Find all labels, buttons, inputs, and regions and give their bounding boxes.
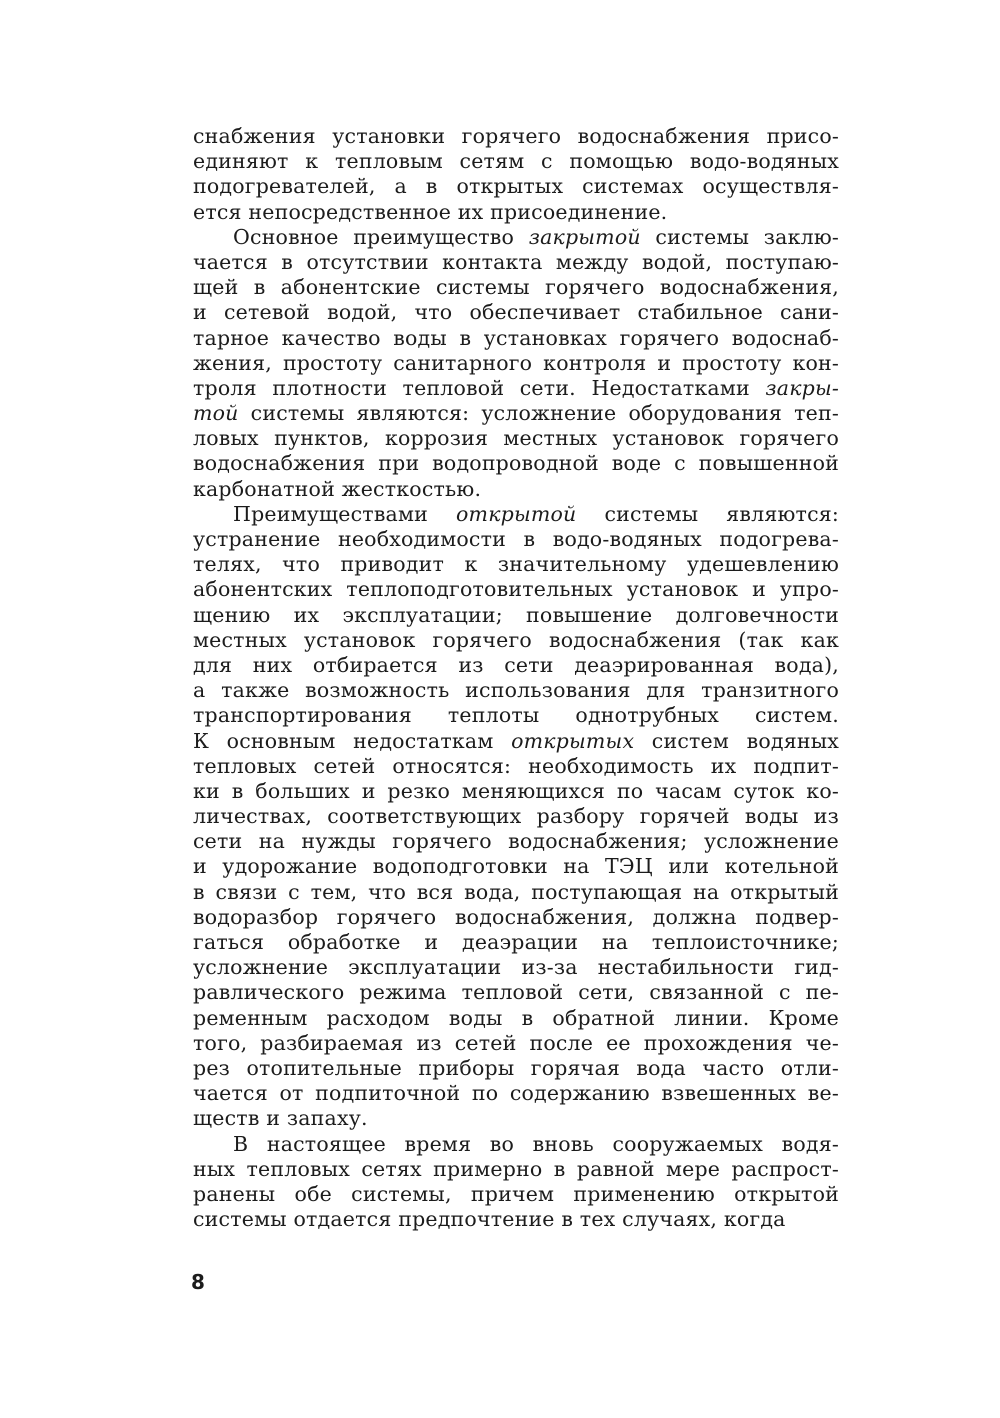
text-line [193, 804, 839, 829]
text-segment: троля плотности тепловой сети. Недостатками [193, 375, 766, 400]
text-line [193, 200, 839, 225]
text-segment: ется непосредственное их присоединение. [193, 199, 668, 224]
text-line [193, 527, 839, 552]
text-segment: равлического режима тепловой сети, связанной с пе- [193, 980, 839, 1005]
text-line [193, 628, 839, 653]
text-line [193, 376, 839, 401]
text-segment: того, разбираемая из сетей после ее прохождения че- [193, 1030, 839, 1055]
text-line [193, 829, 839, 854]
text-segment: системы отдается предпочтение в тех случаях, когда [193, 1207, 786, 1232]
text-segment: ки в больших и резко меняющихся по часам суток ко- [193, 778, 839, 803]
text-line [193, 1207, 839, 1232]
text-segment: ществ и запаху. [193, 1106, 368, 1131]
italic-term: закры- [765, 375, 839, 400]
text-segment: и сетевой водой, что обеспечивает стабильное сани- [193, 300, 839, 325]
text-line [193, 225, 839, 250]
text-segment: транспортирования теплоты однотрубных систем. [193, 703, 839, 728]
text-segment: рез отопительные приборы горячая вода часто отли- [193, 1055, 839, 1080]
text-segment: усложнение эксплуатации из-за нестабильности гид- [193, 955, 839, 980]
text-segment: и удорожание водоподготовки на ТЭЦ или котельной [193, 854, 839, 879]
text-segment: ных тепловых сетях примерно в равной мере распрост- [193, 1156, 839, 1181]
text-segment: сети на нужды горячего водоснабжения; усложнение [193, 829, 839, 854]
paragraph [193, 124, 839, 225]
text-segment: тепловых сетей относятся: необходимость их подпит- [193, 753, 839, 778]
text-line [193, 678, 839, 703]
text-line [193, 955, 839, 980]
text-segment: щей в абонентские системы горячего водоснабжения, [193, 275, 839, 300]
text-segment: системы являются: [576, 501, 839, 526]
text-line [193, 880, 839, 905]
text-line [193, 603, 839, 628]
text-segment: снабжения установки горячего водоснабжения присо- [193, 124, 839, 148]
text-segment: устранение необходимости в водо-водяных подогрева- [193, 527, 839, 551]
body-text [193, 124, 839, 1232]
text-line [193, 275, 839, 300]
text-line [193, 854, 839, 879]
text-segment: подогревателей, а в открытых системах осуществля- [193, 174, 839, 199]
text-line [193, 174, 839, 199]
text-segment: ловых пунктов, коррозия местных установок горячего [193, 426, 839, 451]
italic-term: закрытой [528, 224, 641, 249]
text-line [193, 1132, 839, 1157]
text-line [193, 1081, 839, 1106]
text-line [193, 426, 839, 451]
text-line [193, 905, 839, 930]
text-segment: В настоящее время во вновь сооружаемых водя- [233, 1131, 839, 1156]
text-line [193, 703, 839, 728]
text-line [193, 502, 839, 527]
paragraph [193, 1132, 839, 1233]
text-segment: ременным расходом воды в обратной линии. Кроме [193, 1005, 839, 1030]
italic-term: открытой [456, 501, 577, 526]
text-line [193, 351, 839, 376]
text-line [193, 577, 839, 602]
page-number: 8 [191, 1270, 205, 1294]
text-segment: гаться обработке и деаэрации на теплоисточнике; [193, 930, 839, 954]
text-line [193, 552, 839, 577]
text-segment: жения, простоту санитарного контроля и простоту кон- [193, 350, 839, 375]
text-line [193, 729, 839, 754]
text-segment: водоразбор горячего водоснабжения, должна подвер- [193, 904, 839, 929]
text-line [193, 326, 839, 351]
paragraph [193, 225, 839, 502]
text-segment: систем водяных [634, 728, 839, 753]
text-line [193, 149, 839, 174]
text-line [193, 930, 839, 955]
text-segment: абонентских теплоподготовительных установок и упро- [193, 577, 839, 602]
text-segment: Преимуществами [233, 501, 457, 526]
text-line [193, 1106, 839, 1131]
text-line [193, 451, 839, 476]
text-segment: в связи с тем, что вся вода, поступающая на открытый [193, 879, 839, 904]
text-segment: водоснабжения при водопроводной воде с повышенной [193, 451, 839, 476]
text-line [193, 779, 839, 804]
italic-term: открытых [511, 728, 635, 753]
text-line [193, 477, 839, 502]
text-segment: карбонатной жесткостью. [193, 476, 482, 501]
text-segment: системы заклю- [640, 224, 839, 249]
text-line [193, 980, 839, 1005]
text-segment: щению их эксплуатации; повышение долговечности [193, 602, 839, 627]
text-segment: Основное преимущество [233, 224, 529, 249]
text-segment: единяют к тепловым сетям с помощью водо-водяных [193, 149, 839, 174]
text-line [193, 1031, 839, 1056]
text-segment: а также возможность использования для транзитного [193, 678, 839, 703]
text-segment: местных установок горячего водоснабжения (так как [193, 627, 839, 652]
text-line [193, 1157, 839, 1182]
text-line [193, 401, 839, 426]
text-line [193, 300, 839, 325]
text-segment: чается в отсутствии контакта между водой, поступаю- [193, 249, 839, 274]
italic-term: той [193, 401, 239, 426]
text-segment: телях, что приводит к значительному удешевлению [193, 552, 839, 577]
paragraph [193, 502, 839, 1132]
text-segment: чается от подпиточной по содержанию взвешенных ве- [193, 1081, 839, 1106]
text-line [193, 1056, 839, 1081]
text-line [193, 250, 839, 275]
text-line [193, 1006, 839, 1031]
text-segment: тарное качество воды в установках горячего водоснаб- [193, 325, 839, 350]
text-line [193, 653, 839, 678]
text-segment: личествах, соответствующих разбору горячей воды из [193, 804, 839, 829]
text-segment: системы являются: усложнение оборудования теп- [238, 401, 839, 426]
text-line [193, 754, 839, 779]
text-line [193, 1182, 839, 1207]
text-segment: К основным недостаткам [193, 728, 512, 753]
text-line [193, 124, 839, 149]
text-segment: для них отбирается из сети деаэрированная вода), [193, 652, 839, 677]
text-segment: ранены обе системы, причем применению открытой [193, 1181, 839, 1206]
